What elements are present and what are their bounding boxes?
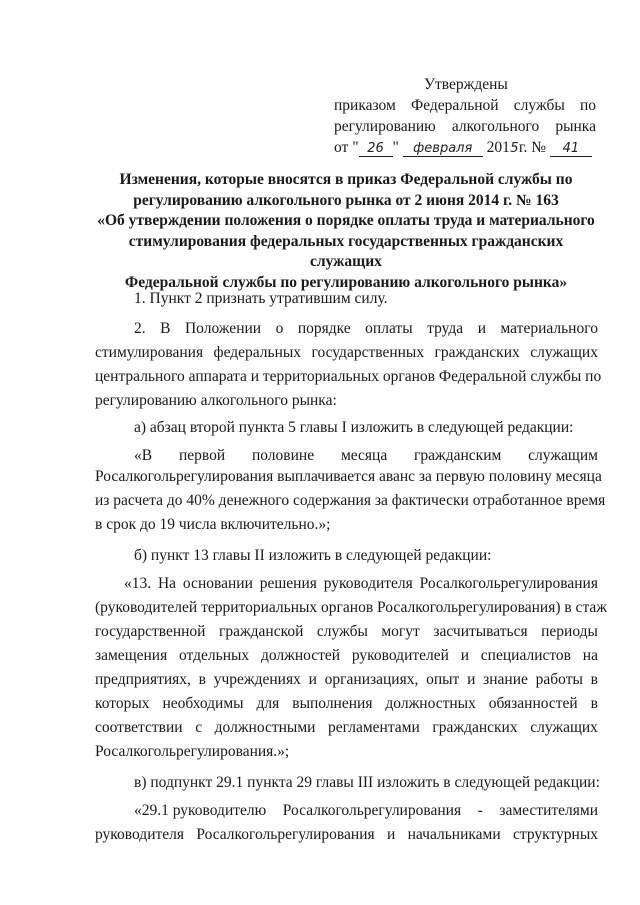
- quote-a-line-1: «В первой половине месяца гражданским служащим: [134, 447, 598, 464]
- quote-b-line-8: Росалкогольрегулирования.»;: [95, 743, 290, 760]
- document-title: Изменения, которые вносятся в приказ Федеральной службы по регулированию алкогольного рынка от 2 июня 2014 г. № 163 «Об утверждении положения о порядке оплаты труда и материального стимулирования федеральных государственных гражданских служащих Федеральной службы по регулированию алкогольного рынка»: [97, 171, 595, 291]
- paragraph-2-line-2: стимулирования федеральных государственных гражданских служащих: [95, 344, 598, 361]
- handwritten-day: 26: [359, 142, 393, 157]
- quote-b-line-5: предприятиях, в учреждениях и организациях, опыт и знание работы в: [95, 671, 598, 688]
- paragraph-2-line-4: регулированию алкогольного рынка:: [95, 392, 337, 409]
- paragraph-1: 1. Пункт 2 признать утратившим силу.: [134, 290, 388, 307]
- approval-date-line: от " 26 " февраля 2015г. № 41: [334, 137, 596, 158]
- approval-line-2: приказом Федеральной службы по: [334, 97, 596, 114]
- quote-b-line-7: соответствии с должностными регламентами гражданских служащих: [95, 719, 598, 736]
- handwritten-month: февраля: [403, 142, 483, 157]
- quote-b-line-1: «13. На основании решения руководителя Росалкогольрегулирования: [124, 575, 598, 592]
- quote-b-line-3: государственной гражданской службы могут засчитываться периоды: [95, 623, 598, 640]
- quote-c-line-2: руководителя Росалкогольрегулирования и начальниками структурных: [95, 826, 598, 843]
- handwritten-year-digit: 5: [510, 141, 519, 156]
- quote-a-line-2: Росалкогольрегулирования выплачивается аванс за первую половину месяца: [95, 468, 602, 485]
- quote-b-line-6: которых необходимы для выполнения должностных обязанностей в: [95, 695, 598, 712]
- approval-heading: Утверждены: [424, 76, 508, 93]
- approval-stamp: [334, 74, 596, 158]
- quote-c-line-1: «29.1 руководителю Росалкогольрегулирования - заместителями: [134, 802, 598, 819]
- paragraph-2-line-1: 2. В Положении о порядке оплаты труда и материального: [134, 320, 598, 337]
- paragraph-2-line-3: центрального аппарата и территориальных органов Федеральной службы по: [95, 368, 602, 385]
- subpoint-a: а) абзац второй пункта 5 главы I изложить в следующей редакции:: [134, 419, 574, 436]
- quote-b-line-4: замещения отдельных должностей руководителей и специалистов на: [95, 647, 598, 664]
- subpoint-c: в) подпункт 29.1 пункта 29 главы III изложить в следующей редакции:: [134, 774, 600, 791]
- approval-line-3: регулированию алкогольного рынка: [334, 118, 596, 135]
- quote-a-line-3: из расчета до 40% денежного содержания за фактически отработанное время: [95, 492, 606, 509]
- subpoint-b: б) пункт 13 главы II изложить в следующей редакции:: [134, 547, 492, 564]
- quote-b-line-2: (руководителей территориальных органов Росалкогольрегулирования) в стаж: [95, 599, 607, 616]
- quote-a-line-4: в срок до 19 числа включительно.»;: [95, 516, 331, 533]
- handwritten-order-number: 41: [550, 142, 592, 157]
